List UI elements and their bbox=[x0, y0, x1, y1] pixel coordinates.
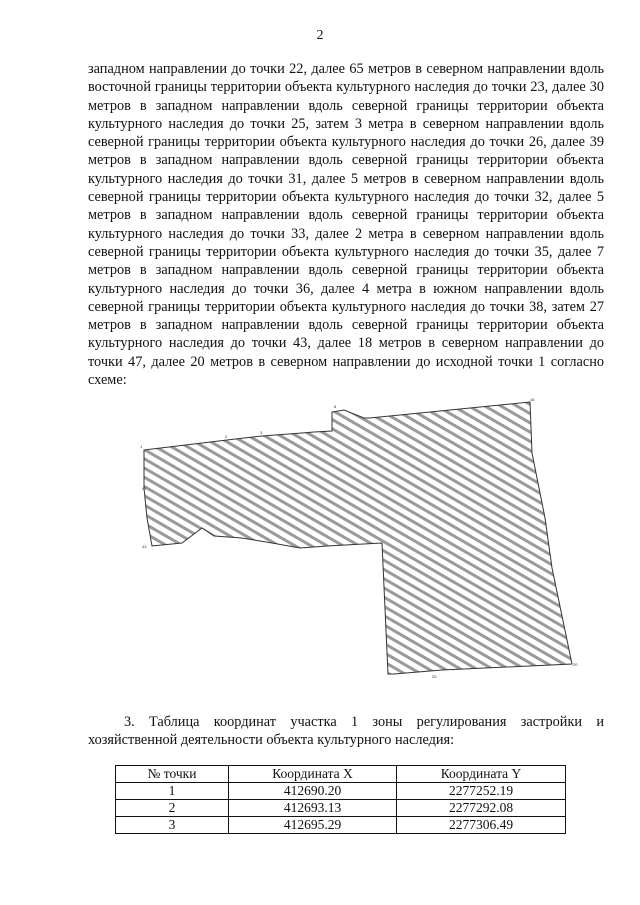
point-label: 3 bbox=[260, 430, 263, 435]
point-label: 1 bbox=[140, 444, 143, 449]
table-row bbox=[116, 783, 566, 800]
point-label: 8 bbox=[334, 404, 337, 409]
section-heading: 3. Таблица координат участка 1 зоны регулирования застройки и хозяйственной деятельности объекта культурного наследия: bbox=[88, 714, 604, 749]
table-cell: 412693.13 bbox=[229, 800, 397, 817]
territory-scheme bbox=[132, 398, 582, 698]
body-paragraph: западном направлении до точки 22, далее 65 метров в северном направлении вдоль восточной границы территории объекта культурного наследия до точки 23, далее 30 метров в западном направлении вдоль северной границы территории объекта культурного наследия до точки 25, затем 3 метра в северном направлении вдоль северной границы территории объекта культурного наследия до точки 26, далее 39 метров в западном направлении вдоль северной границы территории объекта культурного наследия до точки 31, далее 5 метров в северном направлении вдоль северной границы территории объекта культурного наследия до точки 32, далее 5 метров в западном направлении вдоль северной границы территории объекта культурного наследия до точки 33, далее 2 метра в северном направлении вдоль северной границы территории объекта культурного наследия до точки 35, далее 7 метров в западном направлении вдоль северной границы территории объекта культурного наследия до точки 36, далее 4 метра в южном направлении вдоль северной границы территории объекта культурного наследия до точки 38, затем 27 метров в западном направлении вдоль северной границы территории объекта культурного наследия до точки 43, далее 18 метров в северном направлении до точки 47, далее 20 метров в северном направлении до исходной точки 1 согласно схеме: bbox=[88, 61, 604, 389]
point-label: 16 bbox=[530, 398, 535, 402]
table-cell: 2277306.49 bbox=[397, 817, 566, 834]
table-cell: 412695.29 bbox=[229, 817, 397, 834]
column-header: Координата Y bbox=[397, 766, 566, 783]
column-header: Координата X bbox=[229, 766, 397, 783]
table-cell: 2277292.08 bbox=[397, 800, 566, 817]
point-label: 20 bbox=[573, 662, 578, 667]
table-cell: 1 bbox=[116, 783, 229, 800]
page-number: 2 bbox=[316, 28, 324, 43]
point-label: 43 bbox=[142, 544, 147, 549]
table-header-row bbox=[116, 766, 566, 783]
table-row bbox=[116, 817, 566, 834]
table-cell: 3 bbox=[116, 817, 229, 834]
point-label: 47 bbox=[142, 486, 147, 491]
table-cell: 412690.20 bbox=[229, 783, 397, 800]
column-header: № точки bbox=[116, 766, 229, 783]
table-cell: 2 bbox=[116, 800, 229, 817]
table-cell: 2277252.19 bbox=[397, 783, 566, 800]
territory-boundary bbox=[144, 402, 572, 674]
table-row bbox=[116, 800, 566, 817]
coordinates-table bbox=[115, 765, 566, 834]
point-label: 2 bbox=[225, 434, 228, 439]
point-label: 25 bbox=[432, 674, 437, 679]
